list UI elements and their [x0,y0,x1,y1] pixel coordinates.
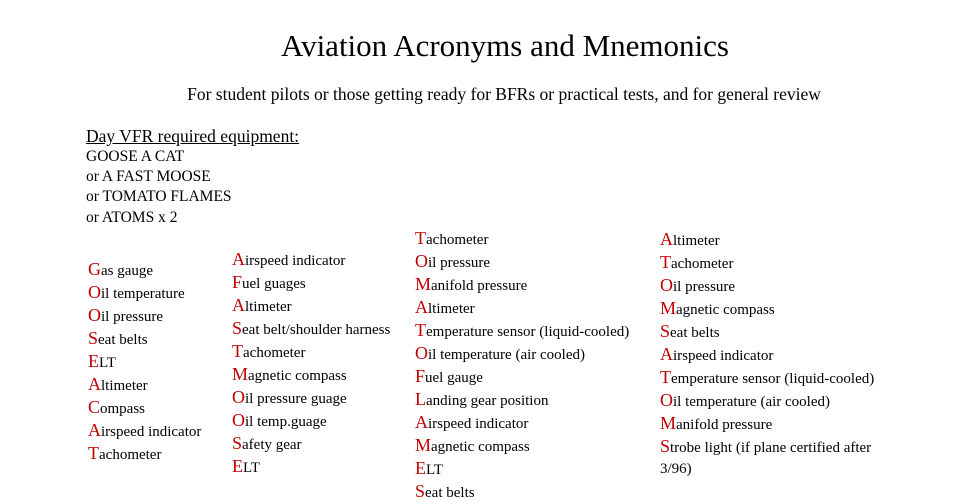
list-item [232,387,390,410]
list-item [88,328,201,351]
initial-letter: M [660,413,677,433]
initial-letter: G [88,259,101,279]
list-item [232,433,390,456]
item-text: emperature sensor (liquid-cooled) [426,324,630,340]
initial-letter: T [415,228,426,248]
initial-letter: M [660,298,677,318]
list-item [660,252,890,275]
item-text: eat belt/shoulder harness [242,322,391,338]
initial-letter: E [415,458,426,478]
item-text: achometer [426,232,489,248]
item-text: ltimeter [245,299,292,315]
intro-block [86,125,299,228]
initial-letter: A [415,297,428,317]
list-item [88,305,201,328]
item-text: achometer [243,345,306,361]
item-text: achometer [671,256,734,272]
initial-letter: E [232,456,243,476]
item-text: trobe light (if plane certified after 3/96) [660,440,872,477]
initial-letter: L [415,389,426,409]
item-text: il pressure [428,255,491,271]
initial-letter: T [660,367,671,387]
item-text: irspeed indicator [428,416,529,432]
initial-letter: A [660,229,673,249]
initial-letter: S [232,318,243,338]
item-text: as gauge [101,263,154,279]
initial-letter: O [660,390,673,410]
list-item [660,436,890,480]
initial-letter: A [415,412,428,432]
item-text: emperature sensor (liquid-cooled) [671,371,875,387]
item-text: il temp.guage [245,414,327,430]
list-item [660,344,890,367]
list-item [232,410,390,433]
initial-letter: T [88,443,99,463]
list-item [660,390,890,413]
initial-letter: F [415,366,426,386]
initial-letter: S [88,328,99,348]
list-item [415,343,629,366]
list-item [660,298,890,321]
mnemonic-column-tomato-flames [415,228,629,504]
item-text: LT [243,460,260,476]
list-item [232,249,390,272]
initial-letter: A [232,295,245,315]
list-item [232,341,390,364]
list-item [415,297,629,320]
list-item [415,412,629,435]
item-text: ltimeter [673,233,720,249]
mnemonic-column-atoms-x-2 [660,229,890,480]
item-text: irspeed indicator [673,348,774,364]
initial-letter: T [415,320,426,340]
item-text: eat belts [670,325,720,341]
intro-line: GOOSE A CAT [86,148,185,165]
intro-heading: Day VFR required equipment: [86,126,300,146]
initial-letter: A [660,344,673,364]
intro-line: or ATOMS x 2 [86,208,178,226]
item-text: anifold pressure [676,417,773,433]
page-subtitle: For student pilots or those getting ready for BFRs or practical tests, and for general review [187,84,821,104]
item-text: eat belts [98,332,148,348]
list-item [415,458,629,481]
item-text: irspeed indicator [101,424,202,440]
list-item [415,228,629,251]
initial-letter: F [232,272,243,292]
item-text: il pressure guage [245,391,347,407]
list-item [232,456,390,479]
item-text: LT [426,462,443,478]
list-item [660,413,890,436]
initial-letter: S [660,321,671,341]
list-item [660,367,890,390]
initial-letter: T [232,341,243,361]
item-text: afety gear [242,437,302,453]
list-item [660,275,890,298]
page-title: Aviation Acronyms and Mnemonics [280,28,729,63]
initial-letter: A [232,249,245,269]
initial-letter: O [232,387,245,407]
list-item [88,443,201,466]
item-text: ltimeter [101,378,148,394]
item-text: il temperature (air cooled) [673,394,831,410]
initial-letter: O [415,343,428,363]
intro-line: or A FAST MOOSE [86,168,211,186]
initial-letter: M [415,274,432,294]
item-text: il pressure [101,309,164,325]
item-text: irspeed indicator [245,253,346,269]
initial-letter: O [660,275,673,295]
initial-letter: O [88,305,101,325]
mnemonic-column-a-fast-moose [232,249,390,479]
list-item [415,366,629,389]
list-item [232,272,390,295]
initial-letter: M [415,435,432,455]
item-text: ompass [100,401,146,417]
list-item [415,389,629,412]
item-text: uel guages [242,276,306,292]
list-item [88,282,201,305]
initial-letter: E [88,351,99,371]
item-text: agnetic compass [248,368,347,384]
initial-letter: T [660,252,671,272]
list-item [88,420,201,443]
item-text: anifold pressure [431,278,528,294]
initial-letter: O [232,410,245,430]
intro-line: or TOMATO FLAMES [86,188,232,206]
list-item [415,481,629,504]
initial-letter: M [232,364,249,384]
item-text: LT [99,355,116,371]
item-text: ltimeter [428,301,475,317]
initial-letter: O [88,282,101,302]
list-item [232,295,390,318]
item-text: il temperature [101,286,185,302]
item-text: agnetic compass [431,439,530,455]
initial-letter: C [88,397,101,417]
item-text: il pressure [673,279,736,295]
initial-letter: S [660,436,671,456]
initial-letter: S [415,481,426,501]
list-item [232,318,390,341]
list-item [88,374,201,397]
list-item [660,321,890,344]
initial-letter: A [88,420,101,440]
list-item [415,320,629,343]
mnemonic-column-goose-a-cat [88,259,201,466]
list-item [415,274,629,297]
item-text: uel gauge [425,370,483,386]
list-item [88,397,201,420]
initial-letter: O [415,251,428,271]
initial-letter: A [88,374,101,394]
initial-letter: S [232,433,243,453]
item-text: eat belts [425,485,475,501]
item-text: il temperature (air cooled) [428,347,586,363]
item-text: achometer [99,447,162,463]
list-item [415,435,629,458]
list-item [232,364,390,387]
list-item [660,229,890,252]
item-text: anding gear position [426,393,549,409]
list-item [88,351,201,374]
list-item [88,259,201,282]
list-item [415,251,629,274]
item-text: agnetic compass [676,302,775,318]
